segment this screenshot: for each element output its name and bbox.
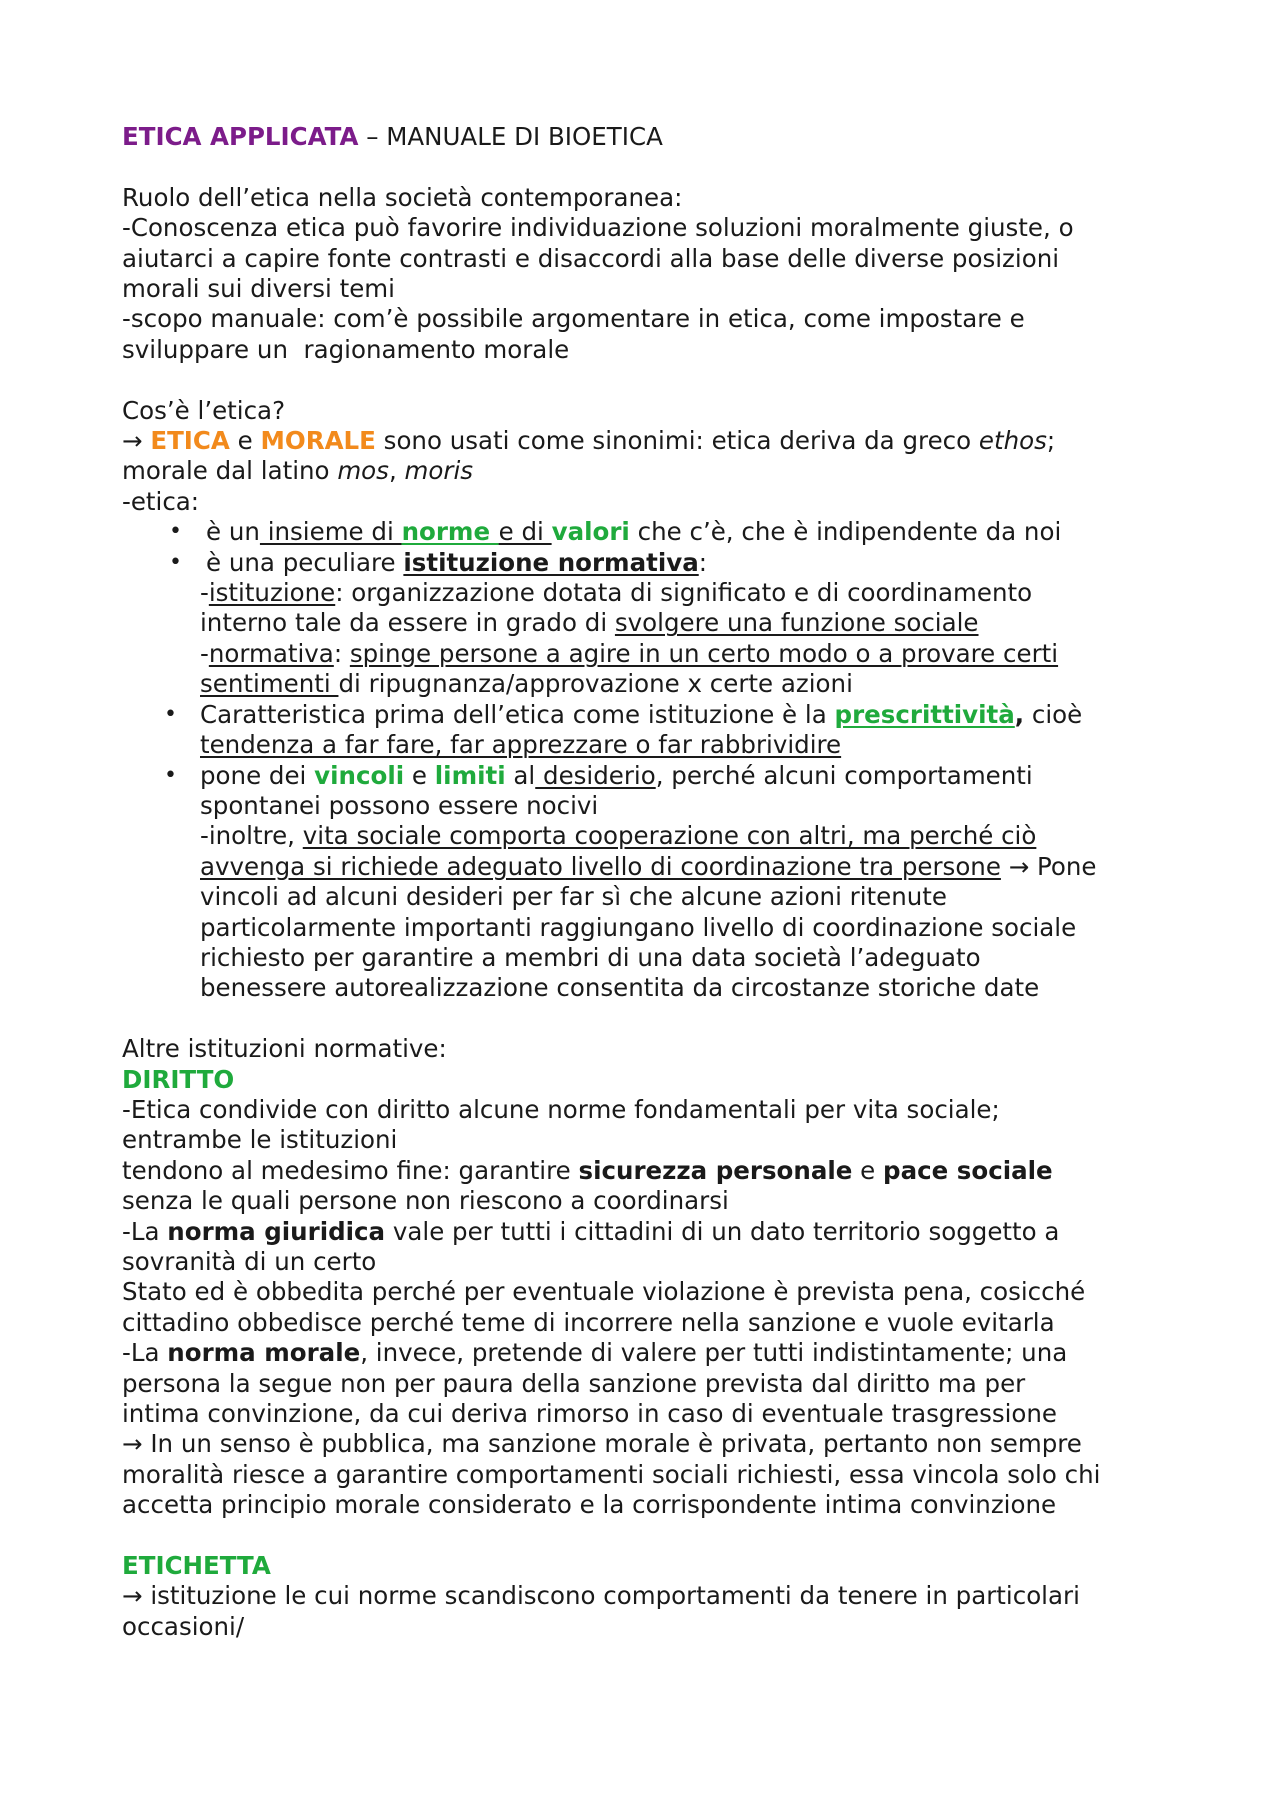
- text-line: → istituzione le cui norme scandiscono comportamenti da tenere in particolari: [122, 1581, 1080, 1611]
- keyword-morale: MORALE: [260, 426, 376, 456]
- bullet-icon: •: [164, 701, 177, 727]
- text-line: -La norma morale, invece, pretende di valere per tutti indistintamente; una: [122, 1338, 1068, 1368]
- list-item: • è una peculiare istituzione normativa:: [169, 547, 707, 577]
- text-line: → In un senso è pubblica, ma sanzione morale è privata, pertanto non sempre: [122, 1429, 1082, 1459]
- list-item: • Caratteristica prima dell’etica come istituzione è la prescrittività, cioè: [164, 699, 1083, 729]
- list-item-continuation: vincoli ad alcuni desideri per far sì che alcune azioni ritenute: [200, 882, 947, 912]
- intro-line-2: morale dal latino mos, moris: [122, 456, 474, 486]
- text-line: occasioni/: [122, 1611, 245, 1641]
- paragraph: -Conoscenza etica può favorire individuazione soluzioni moralmente giuste, o aiutarci a capire fonte contrasti e disaccordi alla base delle diverse posizioni morali sui diversi temi: [122, 213, 1074, 304]
- etica-bullet-list: [122, 517, 1160, 1004]
- text-line: entrambe le istituzioni: [122, 1125, 398, 1155]
- section-heading: Cos’è l’etica?: [122, 395, 286, 425]
- bullet-icon: •: [164, 762, 177, 788]
- list-item-continuation: sentimenti di ripugnanza/approvazione x certe azioni: [200, 669, 853, 699]
- text-line: cittadino obbedisce perché teme di incorrere nella sanzione e vuole evitarla: [122, 1307, 1055, 1337]
- title-accent: ETICA APPLICATA: [122, 122, 359, 151]
- keyword-valori: valori: [551, 517, 630, 547]
- text-line: sovranità di un certo: [122, 1246, 377, 1276]
- list-item-continuation: richiesto per garantire a membri di una data società l’adeguato: [200, 942, 981, 972]
- list-item-continuation: -normativa: spinge persone a agire in un certo modo o a provare certi: [200, 638, 1059, 668]
- document-title: [122, 122, 1160, 152]
- text-line: intima convinzione, da cui deriva rimorso in caso di eventuale trasgressione: [122, 1399, 1057, 1429]
- text-line: Stato ed è obbedita perché per eventuale violazione è prevista pena, cosicché: [122, 1277, 1086, 1307]
- list-item-continuation: interno tale da essere in grado di svolgere una funzione sociale: [200, 608, 979, 638]
- text-line: moralità riesce a garantire comportamenti sociali richiesti, essa vincola solo chi: [122, 1459, 1101, 1489]
- text-line: accetta principio morale considerato e la corrispondente intima convinzione: [122, 1490, 1057, 1520]
- paragraph: -scopo manuale: com’è possibile argomentare in etica, come impostare e sviluppare un ragionamento morale: [122, 304, 1025, 364]
- list-item-continuation: -istituzione: organizzazione dotata di significato e di coordinamento: [200, 578, 1033, 608]
- subheading-etichetta: ETICHETTA: [122, 1551, 271, 1581]
- bullet-icon: •: [169, 549, 182, 575]
- keyword-prescrittivita: prescrittività: [834, 699, 1015, 729]
- subheading-diritto: DIRITTO: [122, 1064, 235, 1094]
- bullet-icon: •: [169, 519, 182, 545]
- list-item-continuation: -inoltre, vita sociale comporta cooperazione con altri, ma perché ciò: [200, 821, 1037, 851]
- keyword-limiti: limiti: [434, 760, 506, 790]
- section-heading: Ruolo dell’etica nella società contemporanea:: [122, 182, 683, 212]
- intro-line: → ETICA e MORALE sono usati come sinonimi: etica deriva da greco ethos;: [122, 426, 1056, 456]
- etica-label: -etica:: [122, 486, 200, 516]
- section-heading: Altre istituzioni normative:: [122, 1034, 447, 1064]
- text-line: -Etica condivide con diritto alcune norme fondamentali per vita sociale;: [122, 1094, 1000, 1124]
- text-line: persona la segue non per paura della sanzione prevista dal diritto ma per: [122, 1368, 1026, 1398]
- text-line: -La norma giuridica vale per tutti i cittadini di un dato territorio soggetto a: [122, 1216, 1060, 1246]
- list-item: • è un insieme di norme e di valori che c’è, che è indipendente da noi: [169, 517, 1062, 547]
- keyword-etica: ETICA: [150, 426, 230, 456]
- list-item: • pone dei vincoli e limiti al desiderio, perché alcuni comportamenti: [164, 760, 1033, 790]
- list-item-continuation: avvenga si richiede adeguato livello di coordinazione tra persone → Pone: [200, 851, 1097, 881]
- text-line: tendono al medesimo fine: garantire sicurezza personale e pace sociale: [122, 1155, 1053, 1185]
- list-item-continuation: particolarmente importanti raggiungano livello di coordinazione sociale: [200, 912, 1077, 942]
- list-item-continuation: tendenza a far fare, far apprezzare o far rabbrividire: [200, 730, 842, 760]
- keyword-vincoli: vincoli: [314, 760, 405, 790]
- list-item-continuation: benessere autorealizzazione consentita da circostanze storiche date: [200, 973, 1040, 1003]
- keyword-norme: norme: [401, 517, 499, 547]
- title-rest: – MANUALE DI BIOETICA: [358, 122, 663, 151]
- list-item-continuation: spontanei possono essere nocivi: [200, 790, 599, 820]
- text-line: senza le quali persone non riescono a coordinarsi: [122, 1186, 729, 1216]
- keyword-istituzione-normativa: istituzione normativa: [403, 547, 699, 577]
